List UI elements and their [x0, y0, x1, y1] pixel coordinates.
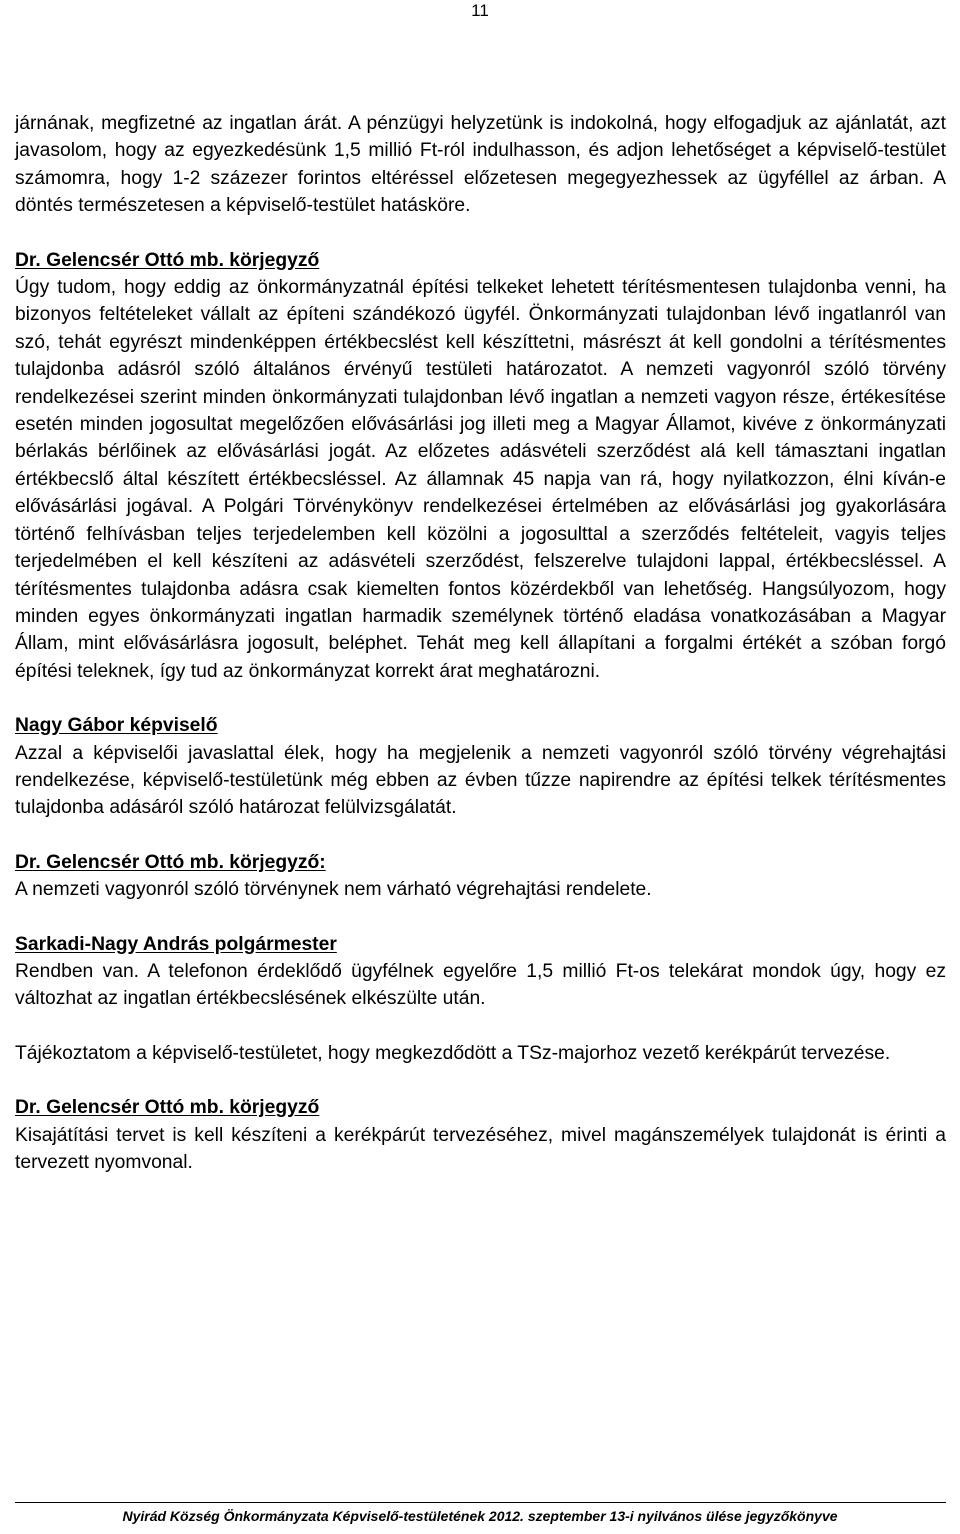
page-footer: Nyirád Község Önkormányzata Képviselő-testületének 2012. szeptember 13-i nyilvános ülése jegyzőkönyve	[122, 1508, 838, 1524]
speaker-heading-notary: Dr. Gelencsér Ottó mb. körjegyző	[15, 1097, 320, 1119]
paragraph-gap	[15, 685, 946, 712]
paragraph-mayor-reply: Rendben van. A telefonon érdeklődő ügyfélnek egyelőre 1,5 millió Ft-os telekárat mondok úgy, hogy ez változhat az ingatlan értékbecslésének elkészülte után.	[15, 960, 946, 1010]
paragraph-mayor-proposal: járnának, megfizetné az ingatlan árát. A pénzügyi helyzetünk is indokolná, hogy elfogadjuk az ajánlatát, azt javasolom, hogy az egyezkedésünk 1,5 millió Ft-ról indulhasson, és adjon lehetőséget a képviselő-testület számomra, hogy 1-2 százezer forintos eltéréssel előzetesen megegyezhessek az ügyféllel az árban. A döntés természetesen a képviselő-testület hatásköre.	[15, 113, 946, 217]
paragraph-gap	[15, 220, 946, 247]
paragraph-notary-reply: A nemzeti vagyonról szóló törvénynek nem várható végrehajtási rendelete.	[15, 879, 652, 901]
paragraph-notary-explanation: Úgy tudom, hogy eddig az önkormányzatnál építési telkeket lehetett térítésmentesen tulajdonba venni, ha bizonyos feltételeket vállalt az építeni szándékozó ügyfél. Önkormányzati tulajdonban lévő ingatlanról van szó, tehát egyrészt mindenképpen értékbecslést kell készíttetni, másrészt át kell gondolni a térítésmentes tulajdonba adásról szóló általános érvényű testületi határozatot. A nemzeti vagyonról szóló törvény rendelkezései szerint minden önkormányzati tulajdonban lévő ingatlan a nemzeti vagyon része, értékesítése esetén minden jogosultat megelőzően elővásárlási jog illeti meg a Magyar Államot, kivéve z önkormányzati bérlakás bérlőinek az elővásárlási jogát. Az előzetes adásvételi szerződést alá kell támasztani ingatlan értékbecslő által készített értékbecsléssel. Az államnak 45 napja van rá, hogy nyilatkozzon, élni kíván-e elővásárlási jogával. A Polgári Törvénykönyv rendelkezései értelmében az elővásárlási jog gyakorlására történő felhívásban teljes terjedelemben kell közölni a jogosulttal a szerződés feltételeit, vagyis teljes terjedelmében el kell készíteni az adásvételi szerződést, felszerelve tulajdoni lappal, értékbecsléssel. A térítésmentes tulajdonba adásra csak kiemelten fontos közérdekből van lehetőség. Hangsúlyozom, hogy minden egyes önkormányzati ingatlan harmadik személynek történő eladása vonatkozásában a Magyar Állam, mint elővásárlásra jogosult, beléphet. Tehát meg kell állapítani a forgalmi értékét a szóban forgó építési teleknek, így tud az önkormányzat korrekt árat meghatározni.	[15, 277, 946, 682]
speaker-heading-representative: Nagy Gábor képviselő	[15, 715, 218, 737]
paragraph-gap	[15, 1067, 946, 1094]
paragraph-notary-expropriation: Kisajátítási tervet is kell készíteni a kerékpárút tervezéséhez, mivel magánszemélyek tulajdonát is érinti a tervezett nyomvonal.	[15, 1124, 946, 1173]
speaker-heading-notary: Dr. Gelencsér Ottó mb. körjegyző	[15, 249, 320, 271]
footer-divider	[15, 1502, 946, 1503]
paragraph-gap	[15, 904, 946, 931]
speaker-heading-notary: Dr. Gelencsér Ottó mb. körjegyző:	[15, 851, 326, 873]
paragraph-mayor-cycleway: Tájékoztatom a képviselő-testületet, hogy megkezdődött a TSz-majorhoz vezető kerékpárút tervezése.	[15, 1042, 891, 1064]
paragraph-gap	[15, 1013, 946, 1040]
paragraph-representative-proposal: Azzal a képviselői javaslattal élek, hogy ha megjelenik a nemzeti vagyonról szóló törvény végrehajtási rendelkezése, képviselő-testületünk még ebben az évben tűzze napirendre az építési telkek térítésmentes tulajdonba adásáról szóló határozat felülvizsgálatát.	[15, 742, 946, 819]
speaker-heading-mayor: Sarkadi-Nagy András polgármester	[15, 933, 337, 955]
page-number: 11	[471, 1, 489, 20]
paragraph-gap	[15, 822, 946, 849]
document-body	[15, 110, 946, 1176]
